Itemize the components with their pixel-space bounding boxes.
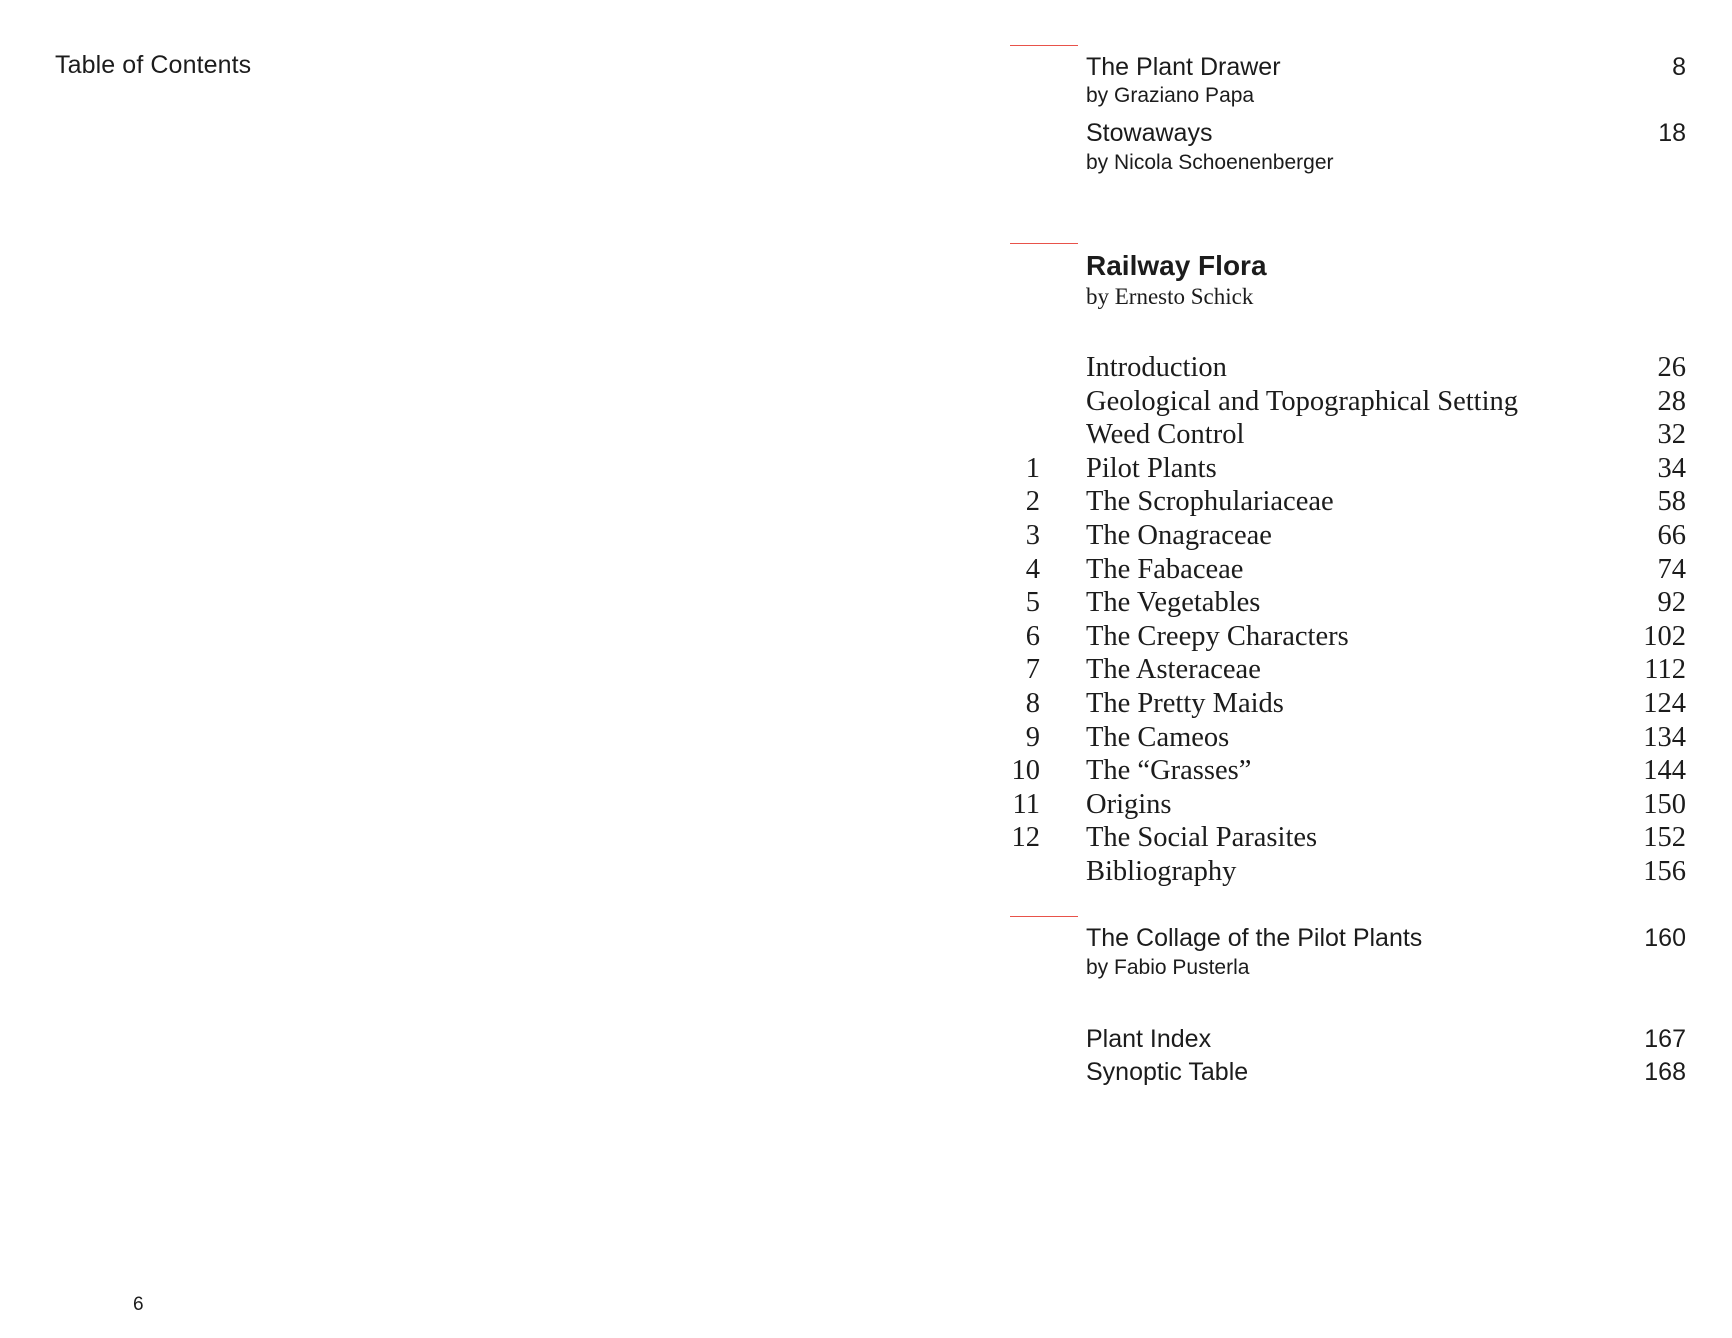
entry-title: Plant Index [1086, 1025, 1212, 1053]
chapter-page: 144 [1643, 755, 1686, 787]
chapter-title: The Creepy Characters [1086, 620, 1349, 652]
entry-title: The Collage of the Pilot Plants [1086, 924, 1423, 952]
toc-entry-synoptic-table[interactable] [1000, 1056, 1686, 1090]
chapter-page: 156 [1643, 856, 1686, 887]
chapter-number: 10 [1011, 755, 1040, 787]
chapter-number: 2 [1025, 486, 1040, 518]
chapter-number: 11 [1012, 788, 1040, 820]
page-title: Table of Contents [55, 51, 252, 79]
chapter-row[interactable] [1000, 385, 1686, 419]
chapter-page: 26 [1657, 352, 1686, 383]
chapter-title: Bibliography [1086, 856, 1237, 887]
chapter-row[interactable] [1000, 687, 1686, 721]
chapter-title: Origins [1086, 788, 1172, 820]
chapter-page: 124 [1643, 688, 1686, 719]
chapter-row[interactable] [1000, 855, 1686, 889]
chapter-page: 74 [1657, 553, 1686, 585]
chapter-title: Introduction [1086, 352, 1227, 383]
chapter-title: The Scrophulariaceae [1086, 486, 1334, 518]
chapter-page: 32 [1657, 419, 1686, 451]
chapter-row[interactable] [1000, 620, 1686, 654]
chapter-page: 34 [1657, 452, 1686, 484]
chapter-row[interactable] [1000, 553, 1686, 587]
chapter-title: The Asteraceae [1086, 654, 1261, 686]
chapter-number: 3 [1025, 520, 1040, 551]
chapter-page: 112 [1644, 654, 1686, 686]
chapter-number: 7 [1025, 654, 1040, 686]
chapter-row[interactable] [1000, 821, 1686, 855]
entry-page: 18 [1658, 119, 1686, 147]
chapter-title: The “Grasses” [1086, 755, 1252, 787]
chapter-title: The Vegetables [1086, 587, 1261, 619]
chapter-title: The Fabaceae [1086, 553, 1244, 585]
entry-page: 167 [1644, 1025, 1686, 1053]
toc-entry-collage[interactable] [1000, 922, 1686, 956]
entry-title: The Plant Drawer [1086, 53, 1281, 81]
chapter-row[interactable] [1000, 519, 1686, 553]
page-number: 6 [133, 1294, 144, 1315]
chapter-title: Pilot Plants [1086, 452, 1217, 484]
chapter-row[interactable] [1000, 452, 1686, 486]
entry-page: 160 [1644, 924, 1686, 952]
chapter-title: The Cameos [1086, 721, 1230, 753]
section-title: Railway Flora [1086, 250, 1267, 281]
chapter-title: The Onagraceae [1086, 520, 1272, 551]
toc-entry-stowaways[interactable] [1000, 117, 1686, 151]
chapter-row[interactable] [1000, 721, 1686, 755]
section-rule [1010, 45, 1078, 46]
chapter-row[interactable] [1000, 485, 1686, 519]
toc-entry-plant-index[interactable] [1000, 1023, 1686, 1057]
section-rule [1010, 243, 1078, 244]
chapter-page: 58 [1657, 486, 1686, 518]
section-rule [1010, 916, 1078, 917]
entry-page: 168 [1644, 1058, 1686, 1086]
chapter-number: 5 [1025, 587, 1040, 619]
chapter-page: 134 [1643, 721, 1686, 753]
chapter-page: 152 [1643, 822, 1686, 854]
chapter-page: 66 [1657, 520, 1686, 551]
chapter-row[interactable] [1000, 788, 1686, 822]
chapter-page: 102 [1643, 620, 1686, 652]
chapter-row[interactable] [1000, 418, 1686, 452]
chapter-number: 1 [1025, 452, 1040, 484]
chapter-page: 92 [1657, 587, 1686, 619]
chapter-title: The Social Parasites [1086, 822, 1318, 854]
chapter-row[interactable] [1000, 586, 1686, 620]
toc-entry-plant-drawer[interactable] [1000, 51, 1686, 85]
chapter-number: 9 [1025, 721, 1040, 753]
entry-author: by Fabio Pusterla [1086, 956, 1250, 979]
chapter-title: The Pretty Maids [1086, 688, 1284, 719]
chapter-page: 28 [1657, 385, 1686, 417]
chapter-number: 12 [1011, 822, 1040, 854]
chapter-row[interactable] [1000, 754, 1686, 788]
section-author: by Ernesto Schick [1086, 284, 1254, 309]
entry-title: Synoptic Table [1086, 1058, 1249, 1086]
chapter-number: 8 [1025, 688, 1040, 719]
chapter-number: 6 [1025, 620, 1040, 652]
chapter-title: Weed Control [1086, 419, 1245, 451]
chapter-row[interactable] [1000, 351, 1686, 385]
chapter-row[interactable] [1000, 653, 1686, 687]
entry-author: by Graziano Papa [1086, 84, 1255, 107]
entry-title: Stowaways [1086, 119, 1213, 147]
entry-author: by Nicola Schoenenberger [1086, 151, 1334, 174]
chapter-title: Geological and Topographical Setting [1086, 385, 1518, 417]
chapter-number: 4 [1025, 553, 1040, 585]
chapter-page: 150 [1643, 788, 1686, 820]
entry-page: 8 [1672, 53, 1686, 81]
